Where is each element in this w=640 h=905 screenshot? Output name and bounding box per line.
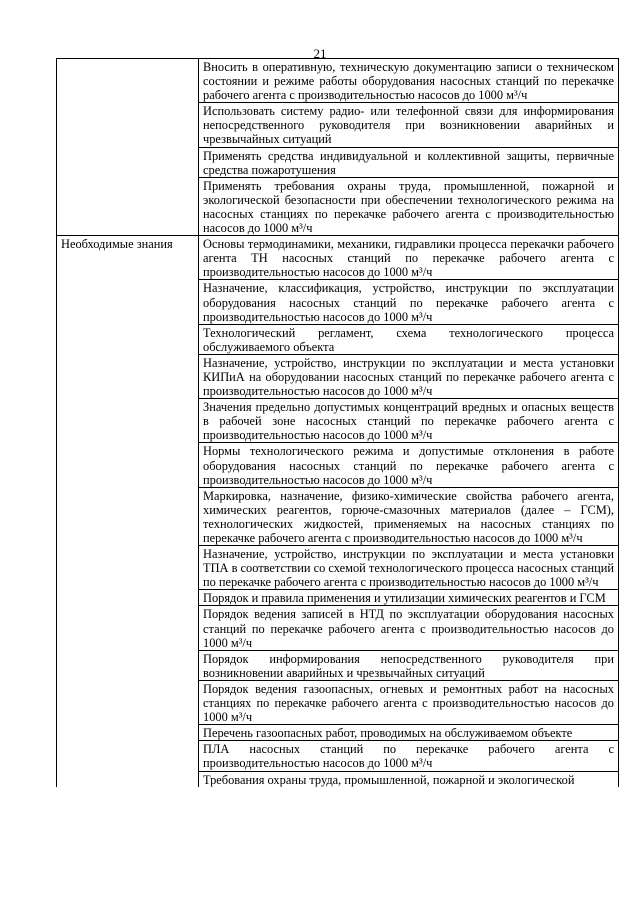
requirement-cell: Маркировка, назначение, физико-химические свойства рабочего агента, химических реагентов, горюче-смазочных материалов (далее – ГСМ), технологических жидкостей, применяемых на насосных станциях по перекачке рабочего агента с производительностью насосов до 1000 м³/ч [199,487,619,545]
page-number: 21 [313,46,327,61]
requirement-cell: Использовать систему радио- или телефонной связи для информирования непосредственного руководителя при возникновении аварийных и чрезвычайных ситуаций [199,103,619,147]
requirement-cell: Применять требования охраны труда, промышленной, пожарной и экологической безопасности при обеспечении технологического режима на насосных станциях по перекачке рабочего агента с производительностью насосов до 1000 м³/ч [199,177,619,235]
row-label-cell: Необходимые знания [57,236,199,787]
requirement-cell: Технологический регламент, схема технологического процесса обслуживаемого объекта [199,324,619,354]
requirement-cell: Требования охраны труда, промышленной, пожарной и экологической [199,771,619,787]
row-label-cell [57,59,199,236]
requirement-cell: ПЛА насосных станций по перекачке рабочего агента с производительностью насосов до 1000 м³/ч [199,741,619,771]
table-row [57,236,619,280]
requirement-cell: Порядок информирования непосредственного руководителя при возникновении аварийных и чрезвычайных ситуаций [199,650,619,680]
requirement-cell: Нормы технологического режима и допустимые отклонения в работе оборудования насосных станций по перекачке рабочего агента с производительностью насосов до 1000 м³/ч [199,443,619,487]
requirement-cell: Назначение, классификация, устройство, инструкции по эксплуатации оборудования насосных станций по перекачке рабочего агента с производительностью насосов до 1000 м³/ч [199,280,619,324]
requirement-cell: Перечень газоопасных работ, проводимых на обслуживаемом объекте [199,725,619,741]
requirement-cell: Порядок ведения газоопасных, огневых и ремонтных работ на насосных станциях по перекачке рабочего агента с производительностью насосов до 1000 м³/ч [199,680,619,724]
requirement-cell: Порядок и правила применения и утилизации химических реагентов и ГСМ [199,590,619,606]
requirements-table [56,58,619,787]
requirement-cell: Значения предельно допустимых концентраций вредных и опасных веществ в рабочей зоне насосных станций по перекачке рабочего агента с производительностью насосов до 1000 м³/ч [199,399,619,443]
requirement-cell: Основы термодинамики, механики, гидравлики процесса перекачки рабочего агента ТН насосных станций по перекачке рабочего агента с производительностью насосов до 1000 м³/ч [199,236,619,280]
requirement-cell: Порядок ведения записей в НТД по эксплуатации оборудования насосных станций по перекачке рабочего агента с производительностью насосов до 1000 м³/ч [199,606,619,650]
requirement-cell: Вносить в оперативную, техническую документацию записи о техническом состоянии и режиме работы оборудования насосных станций по перекачке рабочего агента с производительностью насосов до 1000 м³/ч [199,59,619,103]
table-row [57,59,619,103]
requirement-cell: Назначение, устройство, инструкции по эксплуатации и места установки КИПиА на оборудовании насосных станций по перекачке рабочего агента с производительностью насосов до 1000 м³/ч [199,354,619,398]
requirement-cell: Назначение, устройство, инструкции по эксплуатации и места установки ТПА в соответствии со схемой технологического процесса насосных станций по перекачке рабочего агента с производительностью насосов до 1000 м³/ч [199,546,619,590]
requirement-cell: Применять средства индивидуальной и коллективной защиты, первичные средства пожаротушения [199,147,619,177]
